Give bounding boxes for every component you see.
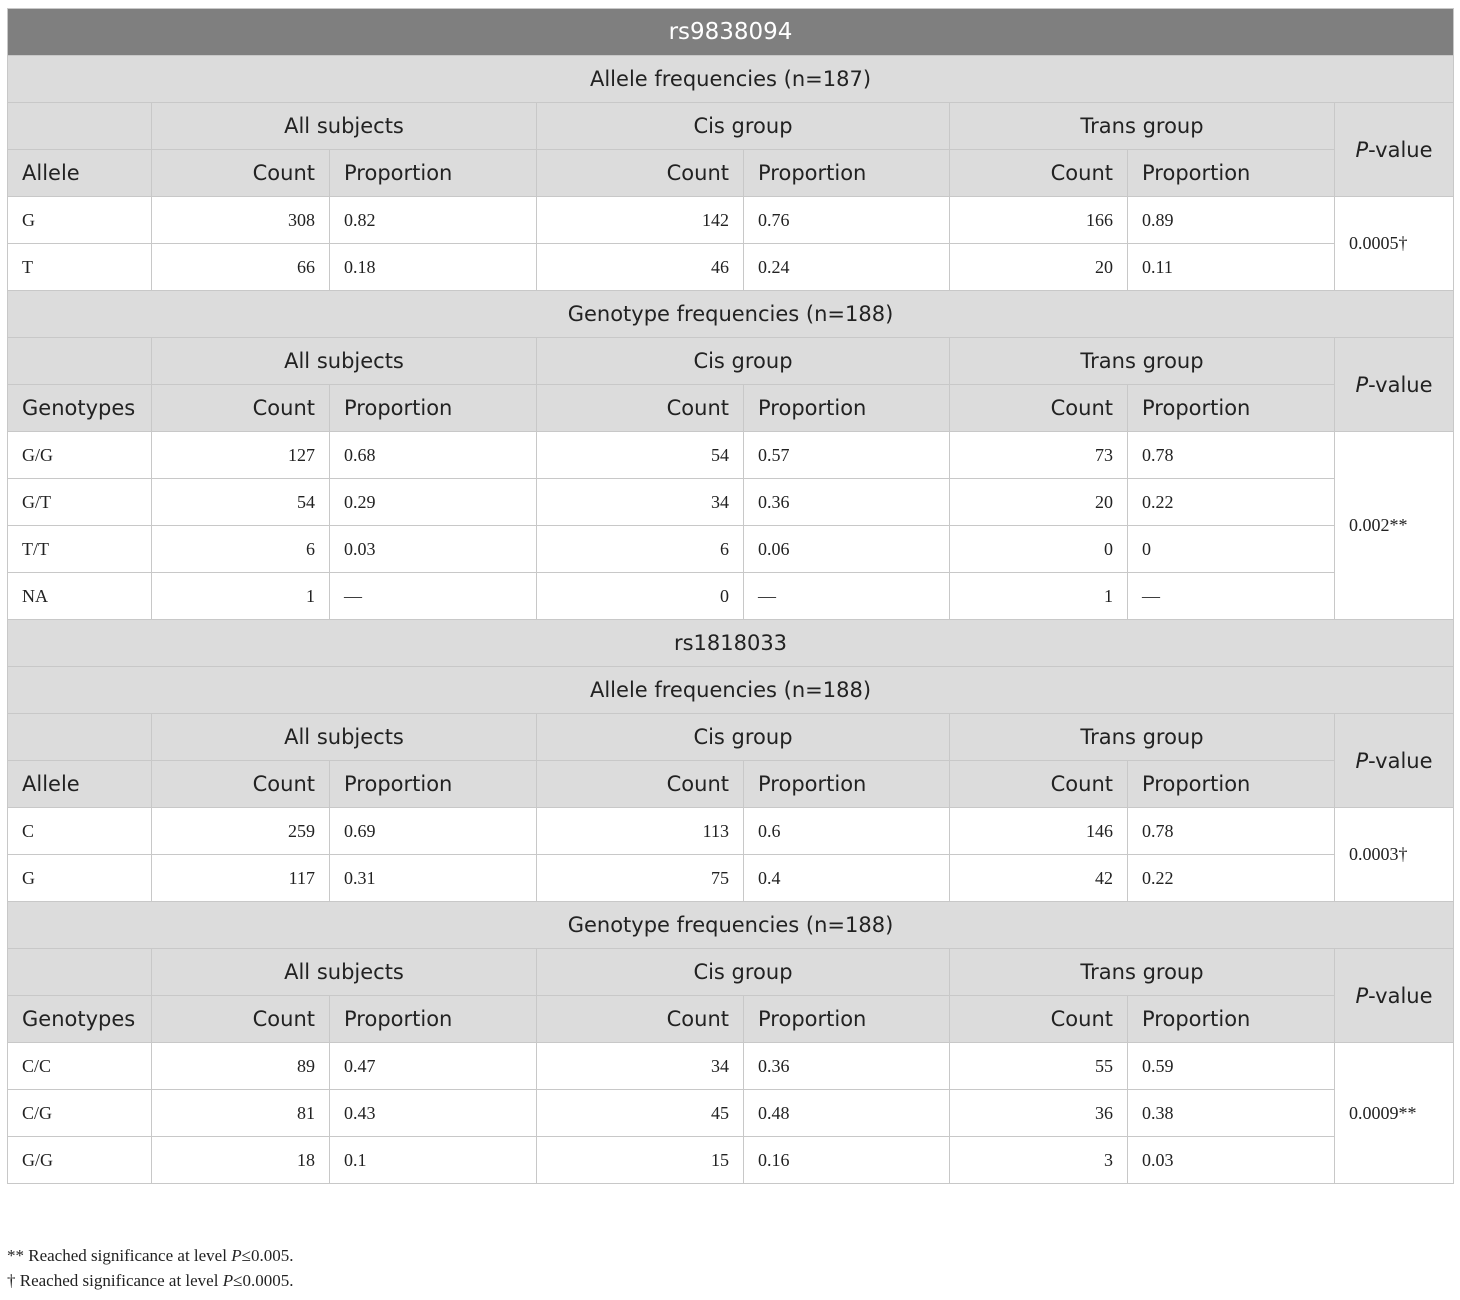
- trans-count: 20: [950, 244, 1128, 291]
- p-value-italic: P: [1355, 372, 1369, 397]
- row-label: G/G: [8, 432, 152, 479]
- header-all-subjects: All subjects: [152, 949, 537, 996]
- all-proportion: 0.47: [330, 1043, 537, 1090]
- all-proportion: 0.82: [330, 197, 537, 244]
- all-count: 6: [152, 526, 330, 573]
- section-title: Allele frequencies (n=188): [8, 667, 1454, 714]
- cis-count: 113: [537, 808, 744, 855]
- p-value: 0.0009**: [1335, 1043, 1454, 1184]
- section-title: Genotype frequencies (n=188): [8, 902, 1454, 949]
- header-all-subjects: All subjects: [152, 103, 537, 150]
- header-all-count: Count: [152, 385, 330, 432]
- snp-title: rs9838094: [8, 9, 1454, 56]
- trans-count: 1: [950, 573, 1128, 620]
- row-label: C: [8, 808, 152, 855]
- section-title-row: [8, 56, 1454, 103]
- p-value-rest: -value: [1368, 372, 1433, 397]
- header-cis-proportion: Proportion: [744, 385, 950, 432]
- header-cis-proportion: Proportion: [744, 761, 950, 808]
- cis-proportion: 0.4: [744, 855, 950, 902]
- all-proportion: 0.18: [330, 244, 537, 291]
- snp-title: rs1818033: [8, 620, 1454, 667]
- cis-proportion: 0.16: [744, 1137, 950, 1184]
- section-title-row: [8, 667, 1454, 714]
- trans-proportion: —: [1128, 573, 1335, 620]
- row-label: G/T: [8, 479, 152, 526]
- trans-proportion: 0.78: [1128, 808, 1335, 855]
- table-row: [8, 573, 1454, 620]
- all-count: 81: [152, 1090, 330, 1137]
- header-cis-count: Count: [537, 996, 744, 1043]
- row-label: T/T: [8, 526, 152, 573]
- table-row: [8, 526, 1454, 573]
- section-title-row: [8, 902, 1454, 949]
- header-all-proportion: Proportion: [330, 761, 537, 808]
- snp-title-row: [8, 620, 1454, 667]
- row-label: G: [8, 197, 152, 244]
- header-trans-proportion: Proportion: [1128, 385, 1335, 432]
- cis-count: 0: [537, 573, 744, 620]
- trans-count: 55: [950, 1043, 1128, 1090]
- table-row: [8, 244, 1454, 291]
- header-first-col: Genotypes: [8, 385, 152, 432]
- p-value: 0.0005†: [1335, 197, 1454, 291]
- footnote-2-text: Reached significance at level: [15, 1271, 223, 1290]
- cis-proportion: 0.6: [744, 808, 950, 855]
- header-first-col: Allele: [8, 761, 152, 808]
- cis-count: 34: [537, 479, 744, 526]
- cis-count: 54: [537, 432, 744, 479]
- cis-proportion: 0.48: [744, 1090, 950, 1137]
- all-proportion: 0.29: [330, 479, 537, 526]
- genotype-table: [7, 8, 1454, 1184]
- header-trans-proportion: Proportion: [1128, 996, 1335, 1043]
- header-cis-group: Cis group: [537, 949, 950, 996]
- trans-count: 73: [950, 432, 1128, 479]
- trans-proportion: 0: [1128, 526, 1335, 573]
- group-header-row: [8, 949, 1454, 996]
- header-cis-group: Cis group: [537, 338, 950, 385]
- header-all-count: Count: [152, 150, 330, 197]
- trans-count: 166: [950, 197, 1128, 244]
- cis-count: 142: [537, 197, 744, 244]
- snp-title-row: [8, 9, 1454, 56]
- trans-proportion: 0.22: [1128, 855, 1335, 902]
- header-blank: [8, 949, 152, 996]
- column-header-row: [8, 150, 1454, 197]
- trans-count: 3: [950, 1137, 1128, 1184]
- header-trans-group: Trans group: [950, 103, 1335, 150]
- all-proportion: 0.68: [330, 432, 537, 479]
- cis-proportion: 0.36: [744, 479, 950, 526]
- trans-count: 42: [950, 855, 1128, 902]
- all-count: 1: [152, 573, 330, 620]
- header-cis-count: Count: [537, 385, 744, 432]
- cis-proportion: 0.06: [744, 526, 950, 573]
- header-blank: [8, 714, 152, 761]
- all-count: 18: [152, 1137, 330, 1184]
- header-trans-count: Count: [950, 385, 1128, 432]
- row-label: T: [8, 244, 152, 291]
- section-title: Genotype frequencies (n=188): [8, 291, 1454, 338]
- header-first-col: Genotypes: [8, 996, 152, 1043]
- all-proportion: 0.03: [330, 526, 537, 573]
- header-all-count: Count: [152, 996, 330, 1043]
- cis-proportion: 0.57: [744, 432, 950, 479]
- column-header-row: [8, 761, 1454, 808]
- header-blank: [8, 338, 152, 385]
- header-cis-proportion: Proportion: [744, 996, 950, 1043]
- all-count: 127: [152, 432, 330, 479]
- all-proportion: 0.31: [330, 855, 537, 902]
- header-trans-count: Count: [950, 996, 1128, 1043]
- cis-proportion: 0.36: [744, 1043, 950, 1090]
- header-trans-group: Trans group: [950, 714, 1335, 761]
- row-label: NA: [8, 573, 152, 620]
- column-header-row: [8, 996, 1454, 1043]
- p-value-italic: P: [1355, 983, 1369, 1008]
- trans-count: 146: [950, 808, 1128, 855]
- all-count: 54: [152, 479, 330, 526]
- header-p-value: [1335, 103, 1454, 197]
- footnote-2: [7, 1271, 293, 1291]
- cis-count: 15: [537, 1137, 744, 1184]
- cis-count: 6: [537, 526, 744, 573]
- all-proportion: 0.1: [330, 1137, 537, 1184]
- p-value-italic: P: [1355, 748, 1369, 773]
- group-header-row: [8, 714, 1454, 761]
- footnote-2-italic: P: [222, 1271, 234, 1290]
- table-row: [8, 855, 1454, 902]
- header-cis-count: Count: [537, 150, 744, 197]
- header-p-value: [1335, 338, 1454, 432]
- all-proportion: —: [330, 573, 537, 620]
- trans-proportion: 0.89: [1128, 197, 1335, 244]
- cis-count: 45: [537, 1090, 744, 1137]
- group-header-row: [8, 103, 1454, 150]
- footnote-2-mark: †: [7, 1271, 16, 1290]
- trans-proportion: 0.03: [1128, 1137, 1335, 1184]
- p-value: 0.002**: [1335, 432, 1454, 620]
- header-blank: [8, 103, 152, 150]
- cis-proportion: —: [744, 573, 950, 620]
- header-all-proportion: Proportion: [330, 150, 537, 197]
- trans-proportion: 0.38: [1128, 1090, 1335, 1137]
- cis-count: 75: [537, 855, 744, 902]
- all-proportion: 0.43: [330, 1090, 537, 1137]
- header-all-subjects: All subjects: [152, 338, 537, 385]
- header-p-value: [1335, 714, 1454, 808]
- row-label: G/G: [8, 1137, 152, 1184]
- section-title-row: [8, 291, 1454, 338]
- header-trans-proportion: Proportion: [1128, 150, 1335, 197]
- header-trans-count: Count: [950, 150, 1128, 197]
- footnote-1: [7, 1246, 293, 1266]
- table-row: [8, 808, 1454, 855]
- trans-count: 0: [950, 526, 1128, 573]
- footnote-1-threshold: ≤0.005.: [241, 1246, 294, 1265]
- all-count: 117: [152, 855, 330, 902]
- all-count: 89: [152, 1043, 330, 1090]
- header-cis-count: Count: [537, 761, 744, 808]
- header-trans-group: Trans group: [950, 338, 1335, 385]
- table-row: [8, 1043, 1454, 1090]
- header-cis-group: Cis group: [537, 714, 950, 761]
- cis-proportion: 0.24: [744, 244, 950, 291]
- row-label: C/G: [8, 1090, 152, 1137]
- all-proportion: 0.69: [330, 808, 537, 855]
- header-cis-group: Cis group: [537, 103, 950, 150]
- footnote-1-text: Reached significance at level: [24, 1246, 232, 1265]
- table-row: [8, 1137, 1454, 1184]
- row-label: G: [8, 855, 152, 902]
- table-row: [8, 197, 1454, 244]
- row-label: C/C: [8, 1043, 152, 1090]
- all-count: 308: [152, 197, 330, 244]
- p-value-rest: -value: [1368, 748, 1433, 773]
- footnote-2-threshold: ≤0.0005.: [233, 1271, 294, 1290]
- trans-proportion: 0.59: [1128, 1043, 1335, 1090]
- trans-count: 20: [950, 479, 1128, 526]
- cis-count: 46: [537, 244, 744, 291]
- all-count: 259: [152, 808, 330, 855]
- cis-proportion: 0.76: [744, 197, 950, 244]
- header-all-count: Count: [152, 761, 330, 808]
- section-title: Allele frequencies (n=187): [8, 56, 1454, 103]
- header-cis-proportion: Proportion: [744, 150, 950, 197]
- header-first-col: Allele: [8, 150, 152, 197]
- p-value-italic: P: [1355, 137, 1369, 162]
- header-all-proportion: Proportion: [330, 385, 537, 432]
- trans-proportion: 0.11: [1128, 244, 1335, 291]
- table-row: [8, 1090, 1454, 1137]
- column-header-row: [8, 385, 1454, 432]
- cis-count: 34: [537, 1043, 744, 1090]
- header-trans-group: Trans group: [950, 949, 1335, 996]
- p-value-rest: -value: [1368, 137, 1433, 162]
- trans-count: 36: [950, 1090, 1128, 1137]
- p-value: 0.0003†: [1335, 808, 1454, 902]
- p-value-rest: -value: [1368, 983, 1433, 1008]
- header-all-proportion: Proportion: [330, 996, 537, 1043]
- header-all-subjects: All subjects: [152, 714, 537, 761]
- footnote-1-mark: **: [7, 1246, 24, 1265]
- header-p-value: [1335, 949, 1454, 1043]
- header-trans-count: Count: [950, 761, 1128, 808]
- trans-proportion: 0.22: [1128, 479, 1335, 526]
- group-header-row: [8, 338, 1454, 385]
- all-count: 66: [152, 244, 330, 291]
- trans-proportion: 0.78: [1128, 432, 1335, 479]
- header-trans-proportion: Proportion: [1128, 761, 1335, 808]
- table-row: [8, 479, 1454, 526]
- table-row: [8, 432, 1454, 479]
- footnote-1-italic: P: [231, 1246, 242, 1265]
